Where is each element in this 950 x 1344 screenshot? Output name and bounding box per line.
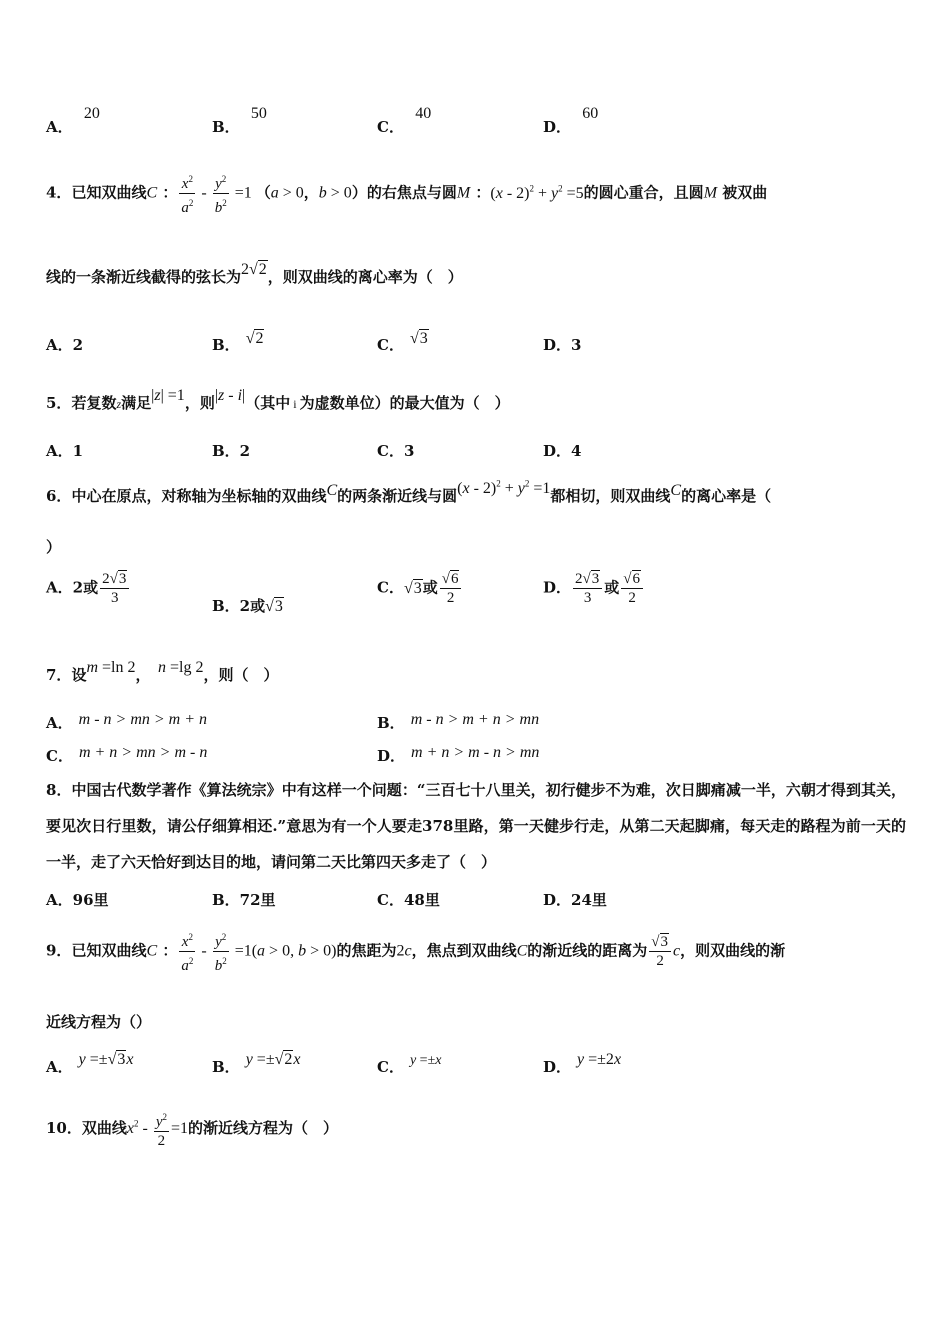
- formula: |z - i|: [214, 387, 246, 404]
- formula: √3: [265, 598, 283, 615]
- q8-option-c: C．48里: [377, 891, 440, 909]
- option-label: A．: [46, 118, 73, 136]
- question-text: 线的一条渐近线截得的弦长为: [46, 268, 242, 286]
- formula: 2c: [396, 942, 412, 960]
- question-5: [46, 387, 510, 413]
- or-text: 或: [422, 578, 438, 597]
- formula: √3: [403, 579, 422, 597]
- option-label: B．: [212, 336, 240, 354]
- formula: m + n > mn > m - n: [78, 744, 208, 761]
- question-10: [46, 1108, 338, 1150]
- q5-option-c: C．3: [377, 442, 415, 460]
- question-text: 的圆心重合，且圆: [583, 183, 704, 202]
- formula: i: [290, 397, 300, 411]
- formula: $\frac{y^2}{2}$: [154, 1108, 169, 1150]
- question-6-line2: ）: [46, 538, 62, 556]
- formula: > 0: [278, 184, 304, 202]
- formula: c: [673, 942, 681, 960]
- question-text: ，则双曲线的渐: [680, 941, 786, 960]
- or-text: 或: [604, 578, 620, 597]
- question-number: 5．: [46, 394, 72, 412]
- formula: C: [670, 482, 682, 499]
- question-text: 的渐近线方程为（ ）: [188, 1119, 339, 1137]
- option-label: C．: [377, 578, 404, 597]
- question-text: 的焦距为: [336, 941, 397, 960]
- option-label: C．: [377, 1058, 404, 1076]
- formula: $\frac{√3}{2}$: [649, 933, 671, 970]
- option-value: 20: [83, 105, 100, 122]
- option-label: C．: [377, 118, 404, 136]
- formula: M: [456, 184, 471, 202]
- question-number: 10．: [46, 1119, 82, 1137]
- question-number: 4．: [46, 183, 72, 202]
- option-value: 60: [582, 105, 599, 122]
- formula: m =ln 2: [86, 659, 136, 676]
- q3-option-a: [46, 105, 100, 137]
- q7-option-c: [46, 744, 208, 766]
- formula: $(x - 2)^2 + y^2 =5$: [490, 183, 584, 202]
- option-label: D．: [543, 1058, 572, 1076]
- question-9: 9．已知双曲线C ： $\frac{x^2}{a^2}$ - $\frac{y^2}{b^2}$ =1(a > 0, b > 0)的焦距为2c，焦点到双曲线C的渐近线的距离为 $\frac{√3}{2}$ c，则双曲线的渐: [46, 928, 785, 975]
- formula: C: [326, 482, 338, 499]
- q3-option-c: [377, 105, 432, 137]
- question-text: 的右焦点与圆: [366, 183, 457, 202]
- q9-option-b: [212, 1051, 301, 1077]
- q3-option-d: [543, 105, 599, 137]
- option-label: A．: [46, 1058, 73, 1076]
- formula: y =±√2x: [245, 1051, 301, 1068]
- q5-option-d: D．4: [543, 442, 582, 460]
- option-value: 40: [415, 105, 432, 122]
- question-text: 设: [71, 666, 87, 684]
- option-label: D．: [377, 747, 406, 765]
- question-text: 若复数: [71, 394, 117, 412]
- question-text: 的渐近线的距离为: [527, 941, 648, 960]
- question-text: 已知双曲线: [71, 183, 147, 202]
- q9-option-a: [46, 1051, 134, 1077]
- option-label: A．: [46, 714, 73, 732]
- formula: $\frac{x^2}{a^2}$: [179, 928, 195, 975]
- q4-option-c: [377, 330, 428, 355]
- question-text: ，则双曲线的离心率为（ ）: [267, 268, 463, 286]
- question-text: 都相切，则双曲线: [550, 487, 671, 505]
- question-4: 4．已知双曲线C ： $\frac{x^2}{a^2}$ - $\frac{y^2}{b^2}$ =1 （a > 0，b > 0）的右焦点与圆M ：$(x - 2)^2 + y^2 =5$的圆心重合，且圆M 被双曲: [46, 170, 767, 217]
- q6-option-b: [212, 595, 284, 616]
- q5-option-b: B．2: [212, 442, 251, 460]
- q7-option-d: [377, 744, 540, 766]
- formula: $\frac{√6}{2}$: [440, 570, 462, 607]
- formula: m - n > m + n > mn: [410, 711, 540, 728]
- option-label: B．2或: [212, 597, 266, 615]
- radicand: 2: [255, 330, 264, 347]
- question-number: 6．: [46, 487, 72, 505]
- question-6: [46, 478, 772, 506]
- option-label: D．: [543, 118, 572, 136]
- formula: a: [270, 184, 279, 202]
- formula: y =±2x: [577, 1051, 622, 1068]
- question-text: （其中: [245, 394, 291, 412]
- question-text: 被双曲: [722, 183, 768, 202]
- question-text: 已知双曲线: [71, 941, 147, 960]
- option-label: C．: [46, 747, 73, 765]
- question-text: 为虚数单位）的最大值为（ ）: [299, 394, 510, 412]
- question-text: 的两条渐近线与圆: [337, 487, 458, 505]
- question-7: [46, 659, 279, 685]
- formula: $x^2$ -: [126, 1118, 152, 1137]
- q7-option-b: [377, 711, 540, 733]
- option-label: B．: [212, 118, 240, 136]
- formula: M: [703, 184, 718, 202]
- formula: $\frac{2√3}{3}$: [100, 570, 129, 607]
- question-9-line2: 近线方程为（）: [46, 1013, 152, 1031]
- q8-option-a: A．96里: [46, 891, 109, 909]
- question-text: 双曲线: [81, 1119, 127, 1137]
- formula: C: [516, 942, 528, 960]
- question-text: 中心在原点，对称轴为坐标轴的双曲线: [71, 487, 327, 505]
- formula: |z| =1: [151, 387, 185, 404]
- formula: $\frac{x^2}{a^2}$: [179, 170, 195, 217]
- q8-option-b: B．72里: [212, 891, 276, 909]
- option-label: B．: [212, 1058, 240, 1076]
- formula: n =lg 2: [158, 659, 204, 676]
- question-text: ，则: [184, 394, 215, 412]
- q7-option-a: [46, 711, 208, 733]
- q8-option-d: D．24里: [543, 891, 607, 909]
- q4-option-b: [212, 330, 264, 355]
- formula: √3: [409, 330, 428, 347]
- formula: 2√2: [241, 261, 267, 278]
- question-text: ，焦点到双曲线: [411, 941, 517, 960]
- question-4-line2: [46, 261, 463, 287]
- q4-option-a: A．2: [46, 336, 84, 354]
- q4-option-d: D．3: [543, 336, 582, 354]
- q6-option-d: [543, 570, 645, 607]
- formula: =1: [230, 184, 256, 202]
- formula: b: [318, 184, 327, 202]
- question-number: 9．: [46, 941, 72, 960]
- option-label: D．: [543, 578, 572, 597]
- formula: $\frac{√6}{2}$: [621, 570, 643, 607]
- formula: z: [116, 397, 122, 411]
- formula: y =±x: [409, 1053, 442, 1068]
- question-text: 的离心率是（: [681, 487, 772, 505]
- formula: m + n > m - n > mn: [411, 744, 540, 761]
- q9-option-d: [543, 1051, 622, 1077]
- formula: =1(a > 0, b > 0): [230, 942, 337, 960]
- formula: -: [197, 184, 211, 202]
- formula: C: [146, 942, 158, 960]
- formula: > 0: [326, 184, 352, 202]
- formula: √2: [245, 330, 264, 347]
- option-label: B．: [377, 714, 405, 732]
- formula: m - n > mn > m + n: [78, 711, 208, 728]
- formula: $\frac{y^2}{b^2}$: [213, 170, 229, 217]
- formula: =1: [171, 1120, 189, 1137]
- formula: y =±√3x: [78, 1051, 134, 1068]
- formula: $\frac{y^2}{b^2}$: [213, 928, 229, 975]
- radicand: 3: [419, 330, 428, 347]
- option-label: A．2或: [46, 578, 99, 597]
- formula: -: [197, 942, 211, 960]
- question-8: 8．中国古代数学著作《算法统宗》中有这样一个问题：“三百七十八里关，初行健步不为难，次日脚痛减一半，六朝才得到其关，要见次日行里数，请公仔细算相还.”意思为有一个人要走378里路，第一天健步行走，从第二天起脚痛，每天走的路程为前一天的一半，走了六天恰好到达目的地，请问第二天比第四天多走了（ ）: [46, 781, 906, 871]
- option-value: 50: [250, 105, 267, 122]
- question-text: 满足: [121, 394, 152, 412]
- formula: $(x - 2)^2 + y^2 =1$: [457, 478, 551, 497]
- formula: C: [146, 184, 158, 202]
- question-number: 7．: [46, 666, 72, 684]
- question-text: ，: [135, 666, 143, 684]
- formula: $\frac{2√3}{3}$: [573, 570, 602, 607]
- q3-option-b: [212, 105, 267, 137]
- q6-option-c: [377, 570, 463, 607]
- q9-option-c: [377, 1053, 442, 1077]
- q6-option-a: [46, 570, 131, 607]
- q5-option-a: A．1: [46, 442, 84, 460]
- question-text: ，则（ ）: [203, 666, 279, 684]
- option-label: C．: [377, 336, 404, 354]
